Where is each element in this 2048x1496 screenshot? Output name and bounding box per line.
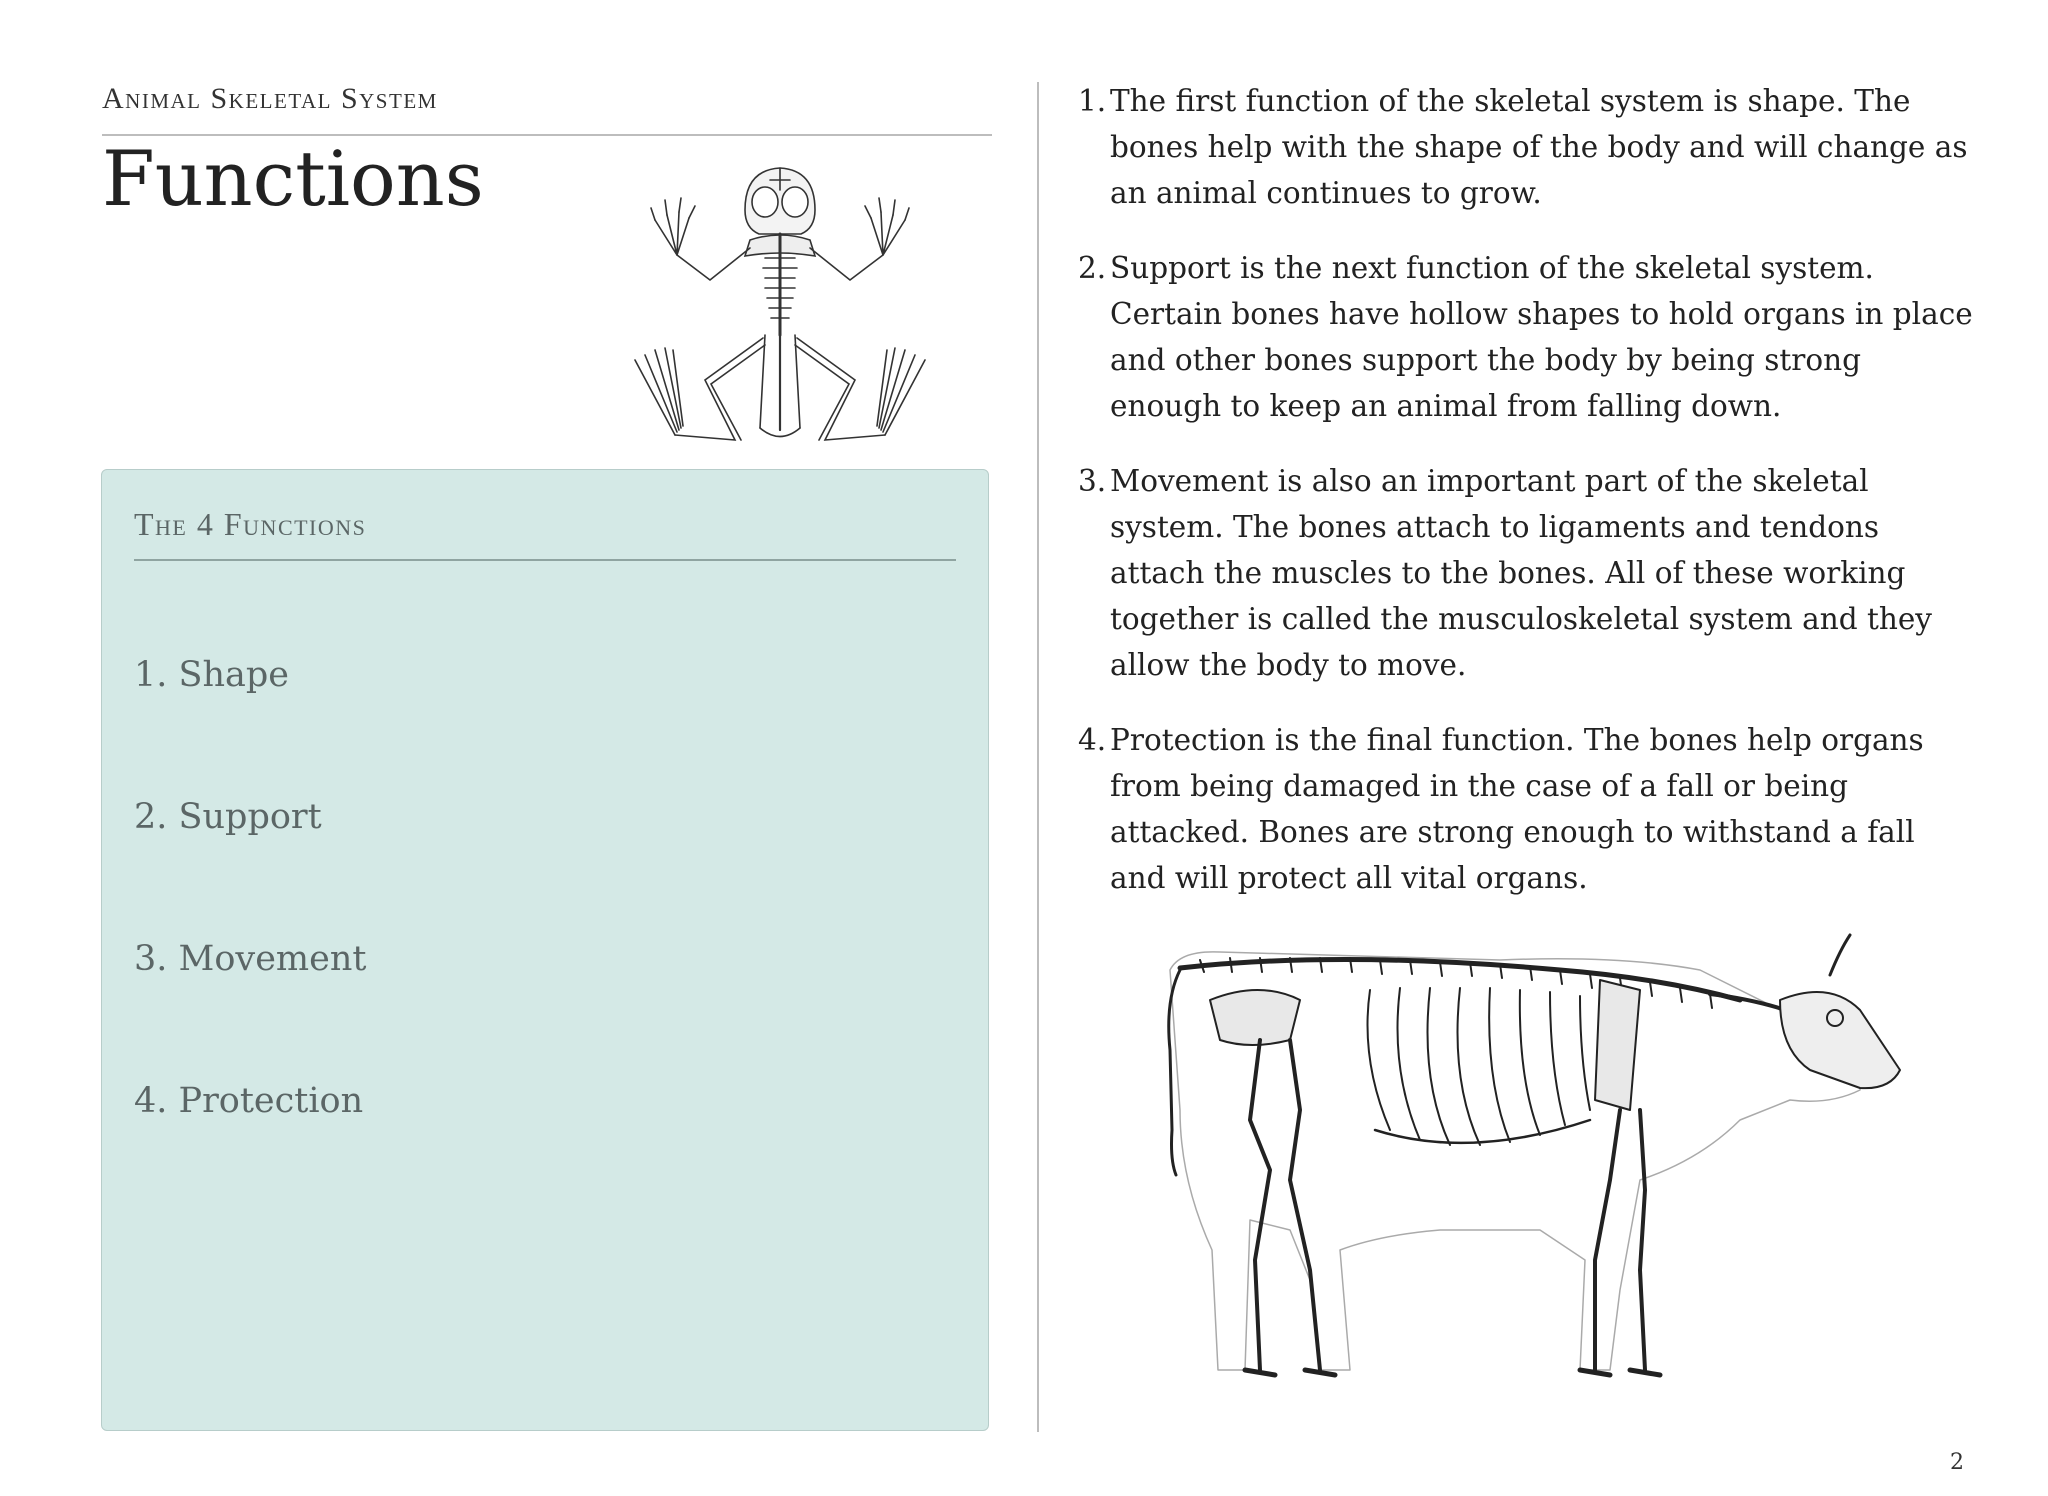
functions-summary-box [101, 469, 989, 1431]
paragraph-shape [1078, 78, 1978, 216]
paragraph-number: 3. [1078, 464, 1107, 498]
frog-skeleton-illustration [615, 160, 945, 460]
function-item-protection: 4. Protection [134, 1081, 364, 1121]
page-title: Functions [102, 134, 484, 223]
paragraph-text: Protection is the final function. The bones help organs from being damaged in the case of a fall or being attacked. Bones are strong enough to withstand a fall and will protect all vital organs. [1110, 723, 1924, 895]
paragraph-number: 1. [1078, 84, 1107, 118]
paragraph-text: Support is the next function of the skeletal system. Certain bones have hollow shapes to hold organs in place and other bones support the body by being strong enough to keep an animal from falling down. [1110, 251, 1973, 423]
paragraph-protection [1078, 717, 1978, 901]
section-label: Animal Skeletal System [102, 82, 438, 115]
paragraph-text: Movement is also an important part of the skeletal system. The bones attach to ligaments and tendons attach the muscles to the bones. All of these working together is called the musculoskeletal system and they allow the body to move. [1110, 464, 1932, 682]
function-item-movement: 3. Movement [134, 939, 367, 979]
column-divider [1037, 82, 1039, 1432]
function-item-support: 2. Support [134, 797, 322, 837]
page-number: 2 [1950, 1450, 1964, 1475]
paragraph-number: 4. [1078, 723, 1107, 757]
paragraph-movement [1078, 458, 1978, 688]
box-divider [134, 559, 956, 561]
paragraph-support [1078, 245, 1978, 429]
cow-skeleton-illustration [1140, 930, 1930, 1410]
box-heading: The 4 Functions [134, 506, 367, 542]
paragraph-number: 2. [1078, 251, 1107, 285]
paragraph-text: The first function of the skeletal system is shape. The bones help with the shape of the body and will change as an animal continues to grow. [1110, 84, 1968, 210]
function-item-shape: 1. Shape [134, 655, 290, 695]
